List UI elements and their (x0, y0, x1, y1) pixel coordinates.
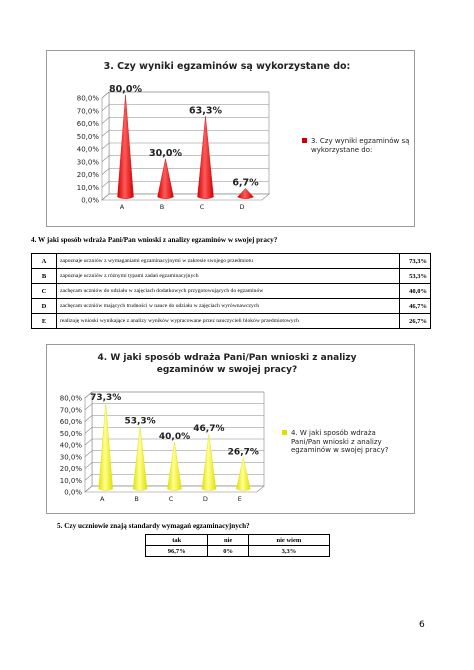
question-5-heading: 5. Czy uczniowie znają standardy wymagań egzaminacyjnych? (57, 522, 250, 530)
y-tick-label: 60,0% (76, 120, 99, 128)
col-header: nie wiem (248, 535, 329, 546)
row-text: zachęcam uczniów do udziału w zajęciach dodatkowych przygotowujących do egzaminów (57, 284, 400, 299)
chart-4-box (46, 344, 415, 514)
question-4-table (31, 253, 431, 329)
y-tick-label: 0,0% (81, 196, 99, 205)
y-tick-label: 60,0% (59, 418, 82, 426)
data-label: 30,0% (149, 147, 182, 159)
row-percent: 40,0% (400, 284, 431, 299)
y-tick-label: 20,0% (76, 171, 99, 179)
cell-value: 3,3% (248, 546, 329, 557)
y-tick-label: 20,0% (59, 465, 82, 473)
x-tick-label: D (202, 495, 208, 503)
question-5-table (145, 534, 330, 557)
legend-label: 3. Czy wyniki egzaminów są wykorzystane do: (311, 137, 410, 154)
col-header: nie (208, 535, 248, 546)
data-label: 40,0% (158, 432, 191, 442)
cell-value: 0% (208, 546, 248, 557)
chart-3-title: 3. Czy wyniki egzaminów są wykorzystane do: (103, 61, 351, 72)
x-tick-label: D (239, 203, 245, 211)
page-number: 6 (419, 620, 425, 630)
row-percent: 26,7% (400, 314, 431, 329)
y-tick-label: 80,0% (59, 394, 82, 403)
legend-swatch (302, 138, 307, 143)
y-tick-label: 40,0% (59, 441, 82, 450)
legend-label: 4. W jaki sposób wdraża Pani/Pan wnioski z analizy egzaminów w swojej pracy? (291, 429, 389, 454)
data-label: 73,3% (90, 392, 122, 403)
table-row (32, 269, 431, 284)
table-row (32, 299, 431, 314)
chart-4-title: 4. W jaki sposób wdraża Pani/Pan wnioski z analizy egzaminów w swojej pracy? (97, 353, 357, 375)
x-tick-label: E (237, 495, 242, 503)
y-tick-label: 50,0% (76, 132, 99, 141)
x-tick-label: C (199, 203, 205, 211)
data-label: 46,7% (193, 424, 225, 435)
data-label: 53,3% (124, 416, 156, 427)
data-label: 80,0% (109, 84, 142, 95)
row-text: zapoznaje uczniów z wymaganiami egzaminacyjnymi w zakresie swojego przedmiotu (57, 254, 400, 269)
y-tick-label: 10,0% (76, 183, 99, 192)
row-letter: C (32, 284, 57, 299)
table-row (32, 254, 431, 269)
x-tick-label: B (134, 495, 139, 503)
col-header: tak (146, 535, 208, 546)
x-tick-label: B (159, 203, 165, 211)
y-tick-label: 0,0% (64, 488, 82, 497)
y-tick-label: 10,0% (59, 476, 82, 485)
row-letter: A (32, 254, 57, 269)
row-percent: 46,7% (400, 299, 431, 314)
x-tick-label: A (99, 495, 105, 503)
row-letter: B (32, 269, 57, 284)
row-text: zachęcam uczniów mających trudności w nauce do udziału w zajęciach wyrównawczych (57, 299, 400, 314)
table-row (32, 314, 431, 329)
y-tick-label: 80,0% (76, 94, 99, 103)
question-4-heading: 4. W jaki sposób wdraża Pani/Pan wnioski z analizy egzaminów w swojej pracy? (31, 236, 278, 244)
x-tick-label: A (119, 203, 125, 211)
row-letter: E (32, 314, 57, 329)
y-tick-label: 40,0% (76, 145, 99, 154)
row-text: zapoznaje uczniów z różnymi typami zadań egzaminacyjnych (57, 269, 400, 284)
y-tick-label: 30,0% (76, 158, 99, 167)
table-row (146, 535, 330, 546)
y-tick-label: 50,0% (59, 429, 82, 438)
row-percent: 73,3% (400, 254, 431, 269)
y-tick-label: 70,0% (59, 406, 82, 415)
data-label: 63,3% (189, 105, 222, 117)
legend-swatch (282, 430, 287, 435)
row-percent: 53,3% (400, 269, 431, 284)
table-row (146, 546, 330, 557)
chart-3-box (46, 50, 415, 227)
y-tick-label: 30,0% (59, 453, 82, 462)
data-label: 26,7% (227, 447, 259, 458)
row-letter: D (32, 299, 57, 314)
y-tick-label: 70,0% (76, 107, 99, 116)
cell-value: 96,7% (146, 546, 208, 557)
row-text: realizuję wnioski wynikające z analizy wyników wypracowane przez nauczycieli bloków przedmiotowych (57, 314, 400, 329)
x-tick-label: C (168, 495, 174, 503)
table-row (32, 284, 431, 299)
data-label: 6,7% (232, 177, 259, 189)
